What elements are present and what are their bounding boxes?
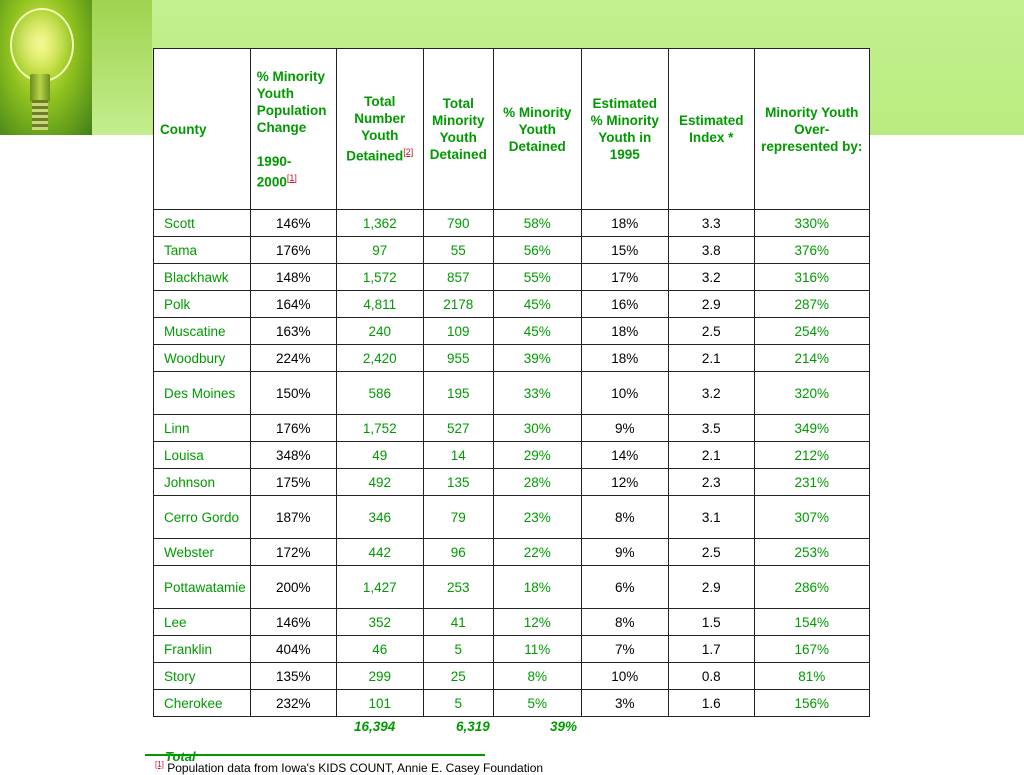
- cell-change: 348%: [250, 442, 336, 469]
- cell-estimated: 18%: [581, 210, 668, 237]
- cell-pct: 55%: [493, 264, 581, 291]
- total-detained: 16,394: [354, 719, 396, 734]
- cell-change: 150%: [250, 372, 336, 415]
- cell-minority: 857: [423, 264, 493, 291]
- minority-youth-detention-table: [153, 48, 870, 717]
- cell-detained: 1,752: [336, 415, 423, 442]
- cell-over: 320%: [754, 372, 869, 415]
- county: Pottawatamie: [154, 566, 251, 609]
- footnote-ref-link[interactable]: [1]: [286, 172, 297, 183]
- cell-index: 3.5: [668, 415, 754, 442]
- table-row: [154, 210, 870, 237]
- table-row: [154, 318, 870, 345]
- light-bulb-image: [0, 0, 92, 135]
- cell-detained: 240: [336, 318, 423, 345]
- table-row: [154, 636, 870, 663]
- cell-minority: 135: [423, 469, 493, 496]
- cell-change: 176%: [250, 237, 336, 264]
- table-row: [154, 291, 870, 318]
- cell-minority: 55: [423, 237, 493, 264]
- cell-change: 163%: [250, 318, 336, 345]
- county: Tama: [154, 237, 251, 264]
- table-row: [154, 469, 870, 496]
- header-total-detained: Total Number Youth Detained[2]: [336, 49, 423, 210]
- table-row: [154, 415, 870, 442]
- cell-minority: 195: [423, 372, 493, 415]
- cell-detained: 4,811: [336, 291, 423, 318]
- cell-detained: 442: [336, 539, 423, 566]
- cell-change: 200%: [250, 566, 336, 609]
- cell-change: 176%: [250, 415, 336, 442]
- table-row: [154, 539, 870, 566]
- cell-pct: 23%: [493, 496, 581, 539]
- county: Louisa: [154, 442, 251, 469]
- cell-detained: 101: [336, 690, 423, 717]
- cell-index: 2.9: [668, 566, 754, 609]
- cell-pct: 45%: [493, 291, 581, 318]
- cell-change: 232%: [250, 690, 336, 717]
- cell-minority: 527: [423, 415, 493, 442]
- cell-over: 316%: [754, 264, 869, 291]
- cell-pct: 5%: [493, 690, 581, 717]
- footnote-text: Population data from Iowa's KIDS COUNT, Annie E. Casey Foundation: [163, 761, 544, 775]
- cell-over: 214%: [754, 345, 869, 372]
- cell-pct: 28%: [493, 469, 581, 496]
- cell-estimated: 3%: [581, 690, 668, 717]
- cell-change: 224%: [250, 345, 336, 372]
- cell-index: 1.5: [668, 609, 754, 636]
- cell-estimated: 8%: [581, 496, 668, 539]
- table-row: [154, 264, 870, 291]
- cell-minority: 79: [423, 496, 493, 539]
- table-row: [154, 609, 870, 636]
- cell-pct: 33%: [493, 372, 581, 415]
- cell-change: 172%: [250, 539, 336, 566]
- county: Blackhawk: [154, 264, 251, 291]
- cell-pct: 22%: [493, 539, 581, 566]
- banner-strip: [92, 0, 152, 135]
- cell-over: 212%: [754, 442, 869, 469]
- cell-over: 156%: [754, 690, 869, 717]
- table-row: [154, 442, 870, 469]
- header-over-represented: Minority Youth Over-represented by:: [754, 49, 869, 210]
- cell-over: 349%: [754, 415, 869, 442]
- total-minority-detained: 6,319: [456, 719, 490, 734]
- county: Des Moines: [154, 372, 251, 415]
- county: Cerro Gordo: [154, 496, 251, 539]
- cell-detained: 586: [336, 372, 423, 415]
- cell-minority: 5: [423, 636, 493, 663]
- cell-estimated: 6%: [581, 566, 668, 609]
- cell-minority: 109: [423, 318, 493, 345]
- cell-minority: 14: [423, 442, 493, 469]
- cell-index: 1.6: [668, 690, 754, 717]
- cell-detained: 49: [336, 442, 423, 469]
- cell-change: 175%: [250, 469, 336, 496]
- cell-index: 3.2: [668, 264, 754, 291]
- cell-detained: 1,362: [336, 210, 423, 237]
- cell-estimated: 18%: [581, 345, 668, 372]
- cell-change: 148%: [250, 264, 336, 291]
- county: Johnson: [154, 469, 251, 496]
- cell-index: 2.3: [668, 469, 754, 496]
- county: Franklin: [154, 636, 251, 663]
- cell-estimated: 10%: [581, 663, 668, 690]
- cell-index: 3.3: [668, 210, 754, 237]
- header-pct-change: % Minority Youth Population Change 1990-2000[1]: [250, 49, 336, 210]
- cell-pct: 12%: [493, 609, 581, 636]
- cell-index: 2.1: [668, 442, 754, 469]
- table-row: [154, 663, 870, 690]
- cell-change: 404%: [250, 636, 336, 663]
- cell-minority: 790: [423, 210, 493, 237]
- cell-pct: 29%: [493, 442, 581, 469]
- cell-minority: 955: [423, 345, 493, 372]
- cell-pct: 8%: [493, 663, 581, 690]
- cell-index: 2.1: [668, 345, 754, 372]
- table-row: [154, 345, 870, 372]
- cell-estimated: 7%: [581, 636, 668, 663]
- cell-pct: 45%: [493, 318, 581, 345]
- cell-over: 286%: [754, 566, 869, 609]
- cell-change: 187%: [250, 496, 336, 539]
- county: Story: [154, 663, 251, 690]
- county: Muscatine: [154, 318, 251, 345]
- county: Cherokee: [154, 690, 251, 717]
- header-pct-detained: % Minority Youth Detained: [493, 49, 581, 210]
- cell-change: 146%: [250, 210, 336, 237]
- footnote-ref-link[interactable]: [1]: [155, 760, 164, 769]
- cell-pct: 11%: [493, 636, 581, 663]
- cell-index: 2.9: [668, 291, 754, 318]
- total-pct-detained: 39%: [550, 719, 578, 734]
- cell-detained: 346: [336, 496, 423, 539]
- cell-detained: 2,420: [336, 345, 423, 372]
- cell-change: 135%: [250, 663, 336, 690]
- cell-estimated: 8%: [581, 609, 668, 636]
- cell-change: 146%: [250, 609, 336, 636]
- county: Webster: [154, 539, 251, 566]
- cell-estimated: 10%: [581, 372, 668, 415]
- table-header-row: [154, 49, 870, 210]
- cell-minority: 25: [423, 663, 493, 690]
- cell-estimated: 15%: [581, 237, 668, 264]
- cell-pct: 39%: [493, 345, 581, 372]
- county: Lee: [154, 609, 251, 636]
- cell-index: 1.7: [668, 636, 754, 663]
- cell-estimated: 12%: [581, 469, 668, 496]
- cell-index: 2.5: [668, 539, 754, 566]
- cell-minority: 5: [423, 690, 493, 717]
- cell-detained: 1,427: [336, 566, 423, 609]
- cell-pct: 18%: [493, 566, 581, 609]
- footnote-ref-link[interactable]: [2]: [403, 147, 414, 158]
- table-row: [154, 237, 870, 264]
- cell-over: 254%: [754, 318, 869, 345]
- cell-pct: 30%: [493, 415, 581, 442]
- cell-estimated: 18%: [581, 318, 668, 345]
- table-row: [154, 496, 870, 539]
- cell-pct: 58%: [493, 210, 581, 237]
- cell-detained: 1,572: [336, 264, 423, 291]
- cell-index: 2.5: [668, 318, 754, 345]
- header-county: County: [154, 49, 251, 210]
- cell-over: 287%: [754, 291, 869, 318]
- cell-estimated: 16%: [581, 291, 668, 318]
- cell-minority: 253: [423, 566, 493, 609]
- cell-over: 167%: [754, 636, 869, 663]
- header-estimated-pct: Estimated % Minority Youth in 1995: [581, 49, 668, 210]
- cell-over: 154%: [754, 609, 869, 636]
- county: Woodbury: [154, 345, 251, 372]
- cell-estimated: 17%: [581, 264, 668, 291]
- county: Scott: [154, 210, 251, 237]
- table-row: [154, 690, 870, 717]
- cell-over: 81%: [754, 663, 869, 690]
- table-row: [154, 372, 870, 415]
- cell-over: 376%: [754, 237, 869, 264]
- cell-over: 253%: [754, 539, 869, 566]
- cell-over: 307%: [754, 496, 869, 539]
- cell-detained: 97: [336, 237, 423, 264]
- county: Polk: [154, 291, 251, 318]
- cell-estimated: 9%: [581, 539, 668, 566]
- cell-index: 3.2: [668, 372, 754, 415]
- cell-detained: 299: [336, 663, 423, 690]
- total-label: Total: [165, 749, 196, 764]
- header-minority-detained: Total Minority Youth Detained: [423, 49, 493, 210]
- cell-pct: 56%: [493, 237, 581, 264]
- cell-minority: 41: [423, 609, 493, 636]
- header-estimated-index: Estimated Index *: [668, 49, 754, 210]
- table-row: [154, 566, 870, 609]
- county: Linn: [154, 415, 251, 442]
- cell-over: 231%: [754, 469, 869, 496]
- cell-detained: 492: [336, 469, 423, 496]
- cell-index: 3.8: [668, 237, 754, 264]
- cell-minority: 2178: [423, 291, 493, 318]
- total-underline: [145, 754, 485, 756]
- cell-over: 330%: [754, 210, 869, 237]
- cell-estimated: 9%: [581, 415, 668, 442]
- cell-index: 0.8: [668, 663, 754, 690]
- cell-detained: 352: [336, 609, 423, 636]
- cell-change: 164%: [250, 291, 336, 318]
- cell-detained: 46: [336, 636, 423, 663]
- cell-minority: 96: [423, 539, 493, 566]
- cell-estimated: 14%: [581, 442, 668, 469]
- cell-index: 3.1: [668, 496, 754, 539]
